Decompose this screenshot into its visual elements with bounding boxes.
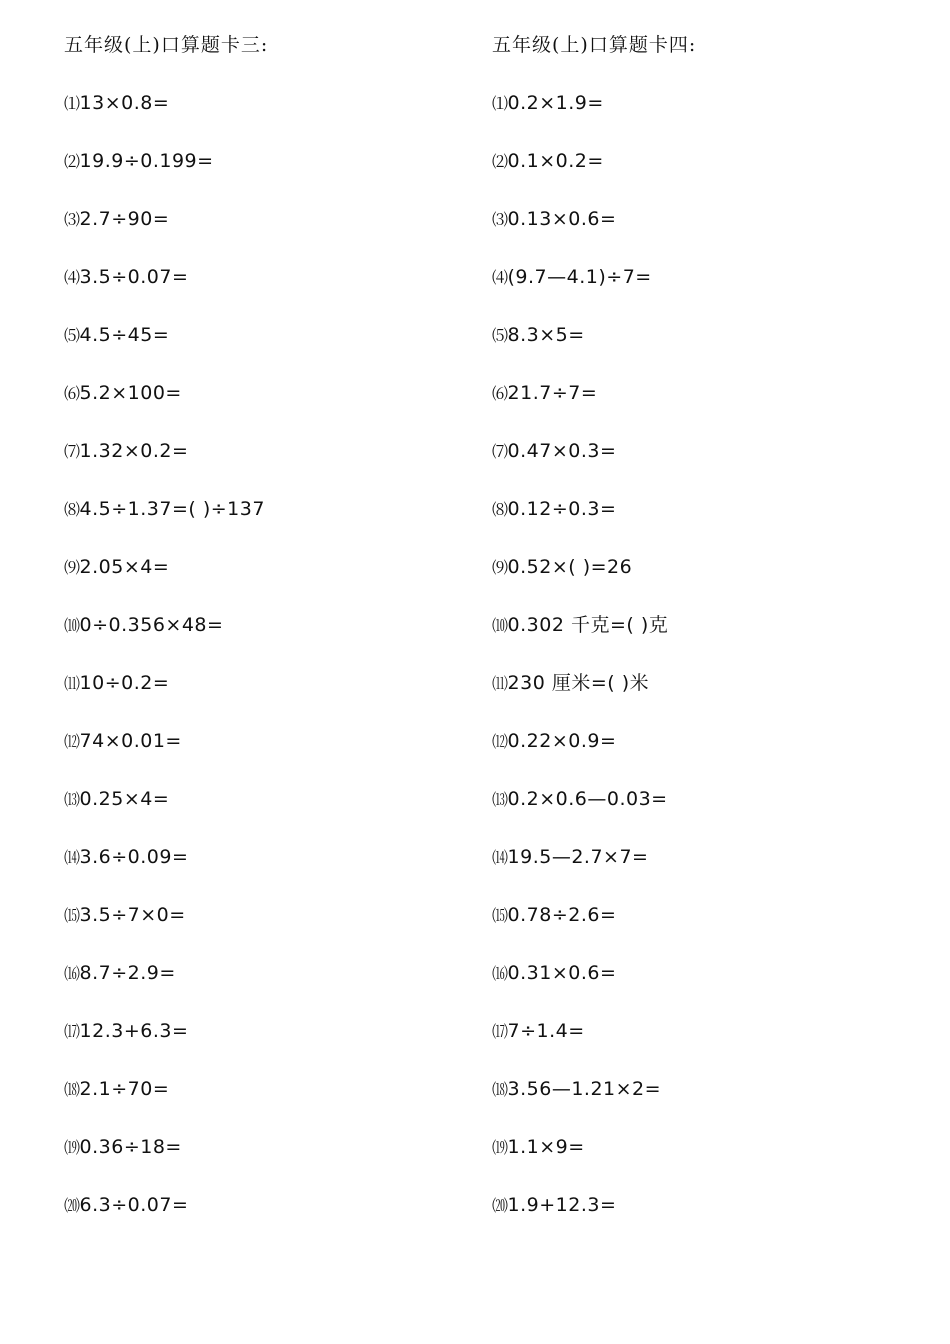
problem-item xyxy=(492,364,912,422)
problem-item xyxy=(492,712,912,770)
problem-item xyxy=(64,538,484,596)
problem-number: ⑻ xyxy=(492,500,508,519)
problem-number: ⑷ xyxy=(64,268,80,287)
problem-item xyxy=(64,828,484,886)
problem-number: ⑵ xyxy=(64,152,80,171)
problem-number: ⒄ xyxy=(64,1022,80,1041)
problem-number: ⑵ xyxy=(492,152,508,171)
problem-expression: 0.2×1.9= xyxy=(507,92,604,114)
problem-expression: 0.78÷2.6= xyxy=(507,904,617,926)
problem-number: ⑷ xyxy=(492,268,508,287)
problem-number: ⒂ xyxy=(492,906,508,925)
problem-item xyxy=(492,886,912,944)
problem-item xyxy=(492,770,912,828)
problem-expression: 74×0.01= xyxy=(79,730,182,752)
problem-number: ⑴ xyxy=(492,94,508,113)
problem-item xyxy=(64,596,484,654)
problem-expression: 8.3×5= xyxy=(507,324,585,346)
problem-item xyxy=(64,1060,484,1118)
problem-expression: 230 厘米=( )米 xyxy=(507,672,650,694)
problem-expression: 0.31×0.6= xyxy=(507,962,617,984)
problem-number: ⒂ xyxy=(64,906,80,925)
problem-expression: 3.5÷0.07= xyxy=(79,266,189,288)
problem-expression: 2.05×4= xyxy=(79,556,170,578)
problem-number: ⑸ xyxy=(492,326,508,345)
card-four xyxy=(492,30,912,1234)
problem-item xyxy=(492,306,912,364)
problem-number: ⒆ xyxy=(64,1138,80,1157)
problem-item xyxy=(492,1002,912,1060)
problem-number: ⑹ xyxy=(492,384,508,403)
problem-number: ⑶ xyxy=(64,210,80,229)
problem-expression: 0.52×( )=26 xyxy=(507,556,633,578)
problem-item xyxy=(64,364,484,422)
problem-item xyxy=(64,74,484,132)
problem-item xyxy=(64,1118,484,1176)
problem-item xyxy=(492,190,912,248)
problem-number: ⑼ xyxy=(64,558,80,577)
problem-number: ⒆ xyxy=(492,1138,508,1157)
problem-expression: 4.5÷1.37=( )÷137 xyxy=(79,498,265,520)
problem-item xyxy=(64,248,484,306)
problem-number: ⒄ xyxy=(492,1022,508,1041)
problem-number: ⑶ xyxy=(492,210,508,229)
problem-expression: 0.13×0.6= xyxy=(507,208,617,230)
problem-item xyxy=(492,1060,912,1118)
problem-item xyxy=(492,1118,912,1176)
card-four-title: 五年级(上)口算题卡四: xyxy=(492,34,697,56)
problem-number: ⑽ xyxy=(64,616,80,635)
problem-item xyxy=(492,1176,912,1234)
problem-item xyxy=(64,1176,484,1234)
problem-expression: 1.32×0.2= xyxy=(79,440,189,462)
problem-number: ⒅ xyxy=(64,1080,80,1099)
problem-number: ⑹ xyxy=(64,384,80,403)
problem-item xyxy=(492,422,912,480)
problem-number: ⑾ xyxy=(64,674,80,693)
card-three-problem-list xyxy=(64,74,484,1234)
problem-number: ⒁ xyxy=(64,848,80,867)
problem-expression: 0÷0.356×48= xyxy=(79,614,224,636)
problem-number: ⒃ xyxy=(64,964,80,983)
problem-expression: 0.2×0.6—0.03= xyxy=(507,788,668,810)
problem-number: ⒁ xyxy=(492,848,508,867)
problem-item xyxy=(492,132,912,190)
problem-item xyxy=(64,654,484,712)
problem-expression: 3.5÷7×0= xyxy=(79,904,186,926)
problem-number: ⒀ xyxy=(492,790,508,809)
problem-item xyxy=(492,654,912,712)
problem-item xyxy=(64,422,484,480)
problem-number: ⒇ xyxy=(492,1196,508,1215)
problem-item xyxy=(64,712,484,770)
problem-number: ⑺ xyxy=(64,442,80,461)
problem-expression: 3.6÷0.09= xyxy=(79,846,189,868)
card-three-title: 五年级(上)口算题卡三: xyxy=(64,34,269,56)
problem-number: ⑾ xyxy=(492,674,508,693)
problem-expression: 1.1×9= xyxy=(507,1136,585,1158)
problem-expression: 0.302 千克=( )克 xyxy=(507,614,669,636)
problem-expression: 4.5÷45= xyxy=(79,324,170,346)
problem-expression: 1.9+12.3= xyxy=(507,1194,617,1216)
problem-number: ⑼ xyxy=(492,558,508,577)
problem-expression: 0.22×0.9= xyxy=(507,730,617,752)
problem-item xyxy=(492,74,912,132)
problem-expression: 3.56—1.21×2= xyxy=(507,1078,662,1100)
problem-expression: 19.5—2.7×7= xyxy=(507,846,649,868)
problem-number: ⑺ xyxy=(492,442,508,461)
problem-expression: 19.9÷0.199= xyxy=(79,150,214,172)
problem-number: ⑿ xyxy=(492,732,508,751)
problem-expression: 13×0.8= xyxy=(79,92,170,114)
problem-item xyxy=(64,886,484,944)
problem-expression: 7÷1.4= xyxy=(507,1020,585,1042)
problem-expression: 8.7÷2.9= xyxy=(79,962,176,984)
problem-item xyxy=(64,132,484,190)
problem-number: ⒃ xyxy=(492,964,508,983)
problem-expression: 0.12÷0.3= xyxy=(507,498,617,520)
problem-number: ⑿ xyxy=(64,732,80,751)
problem-item xyxy=(64,190,484,248)
problem-item xyxy=(64,770,484,828)
card-three xyxy=(64,30,484,1234)
problem-expression: 5.2×100= xyxy=(79,382,182,404)
problem-item xyxy=(492,480,912,538)
problem-number: ⑽ xyxy=(492,616,508,635)
problem-item xyxy=(64,1002,484,1060)
card-four-problem-list xyxy=(492,74,912,1234)
problem-item xyxy=(64,306,484,364)
problem-number: ⑴ xyxy=(64,94,80,113)
problem-number: ⒀ xyxy=(64,790,80,809)
problem-expression: 21.7÷7= xyxy=(507,382,598,404)
problem-expression: 2.1÷70= xyxy=(79,1078,170,1100)
problem-item xyxy=(492,596,912,654)
problem-item xyxy=(492,944,912,1002)
problem-expression: 12.3+6.3= xyxy=(79,1020,189,1042)
problem-item xyxy=(492,828,912,886)
problem-number: ⒇ xyxy=(64,1196,80,1215)
problem-item xyxy=(64,480,484,538)
problem-expression: 0.25×4= xyxy=(79,788,170,810)
problem-expression: 10÷0.2= xyxy=(79,672,170,694)
problem-number: ⒅ xyxy=(492,1080,508,1099)
problem-expression: 0.36÷18= xyxy=(79,1136,182,1158)
problem-item xyxy=(492,248,912,306)
problem-expression: 6.3÷0.07= xyxy=(79,1194,189,1216)
problem-number: ⑻ xyxy=(64,500,80,519)
problem-expression: 0.47×0.3= xyxy=(507,440,617,462)
problem-expression: (9.7—4.1)÷7= xyxy=(507,266,652,288)
problem-number: ⑸ xyxy=(64,326,80,345)
problem-item xyxy=(492,538,912,596)
problem-expression: 2.7÷90= xyxy=(79,208,170,230)
problem-expression: 0.1×0.2= xyxy=(507,150,604,172)
problem-item xyxy=(64,944,484,1002)
